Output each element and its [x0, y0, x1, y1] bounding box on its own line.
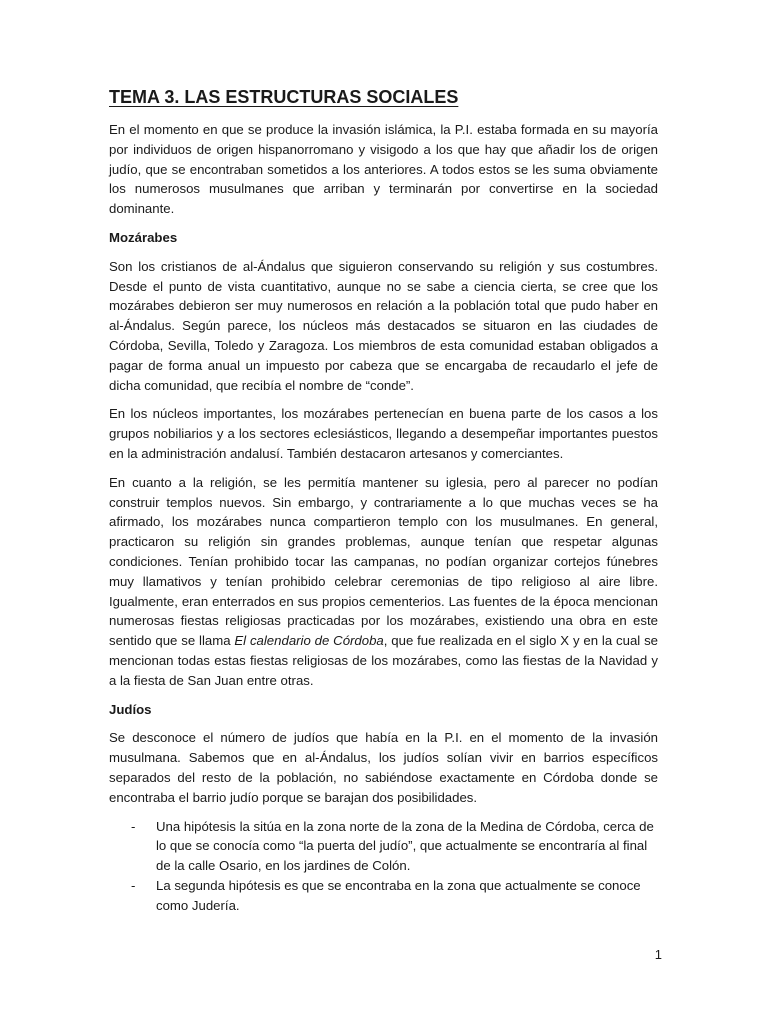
- intro-paragraph: En el momento en que se produce la invasión islámica, la P.I. estaba formada en su mayoría por individuos de origen hispanorromano y visigodo a los que hay que añadir los de origen judío, que se encontraban sometidos a los anteriores. A todos estos se les suma obviamente los numerosos musulmanes que arriban y terminarán por convertirse en la sociedad dominante.: [109, 122, 658, 217]
- list-item: [109, 876, 658, 916]
- list-bullet: -: [131, 877, 136, 893]
- section-heading-judios: Judíos: [109, 701, 152, 717]
- document-page: [109, 86, 658, 915]
- section-heading-mozarabes: Mozárabes: [109, 229, 178, 245]
- mozarabes-paragraph-3-text-end: , que fue realizada en el siglo X y en la cual se mencionan todas estas fiestas religiosas de los mozárabes, como las fiestas de la Navidad y a la fiesta de San Juan entre otras.: [109, 633, 658, 688]
- list-item-text: Una hipótesis la sitúa en la zona norte de la zona de la Medina de Córdoba, cerca de lo que se conocía como “la puerta del judío”, que actualmente se encontraría al final de la calle Osario, en los jardines de Colón.: [156, 818, 654, 874]
- mozarabes-paragraph-3-text-start: En cuanto a la religión, se les permitía mantener su iglesia, pero al parecer no podían construir templos nuevos. Sin embargo, y contrariamente a lo que muchas veces se ha afirmado, los mozárabes nunca compartieron templo con los musulmanes. En general, practicaron su religión sin grandes problemas, aunque tenían que respetar algunas condiciones. Tenían prohibido tocar las campanas, no podían organizar cortejos fúnebres muy llamativos y tenían prohibido celebrar ceremonias de tipo religioso al aire libre. Igualmente, eran enterrados en sus propios cementerios. Las fuentes de la época mencionan numerosas fiestas religiosas practicadas por los mozárabes, existiendo una obra en este sentido que se llama: [109, 474, 658, 649]
- mozarabes-paragraph-2: En los núcleos importantes, los mozárabes pertenecían en buena parte de los casos a los grupos nobiliarios y a los sectores eclesiásticos, llegando a desempeñar importantes puestos en la administración andalusí. También destacaron artesanos y comerciantes.: [109, 406, 658, 461]
- mozarabes-paragraph-3: [109, 473, 658, 691]
- book-title-calendario: El calendario de Córdoba: [234, 633, 384, 649]
- mozarabes-paragraph-1: Son los cristianos de al-Ándalus que siguieron conservando su religión y sus costumbres. Desde el punto de vista cuantitativo, aunque no se sabe a ciencia cierta, se cree que los mozárabes debieron ser muy numerosos en relación a la población total que pudo haber en al-Ándalus. Según parece, los núcleos más destacados se situaron en las ciudades de Córdoba, Sevilla, Toledo y Zaragoza. Los miembros de esta comunidad estaban obligados a pagar de forma anual un impuesto por cabeza que se encargaba de recaudarlo el jefe de dicha comunidad, que recibía el nombre de “conde”.: [109, 258, 658, 393]
- list-item-text: La segunda hipótesis es que se encontraba en la zona que actualmente se conoce como Judería.: [156, 877, 641, 913]
- list-item: [109, 817, 658, 876]
- hypotheses-list: [109, 817, 658, 916]
- judios-paragraph-1: Se desconoce el número de judíos que había en la P.I. en el momento de la invasión musulmana. Sabemos que en al-Ándalus, los judíos solían vivir en barrios específicos separados del resto de la población, no sabiéndose exactamente en Córdoba donde se encontraba el barrio judío porque se barajan dos posibilidades.: [109, 730, 658, 805]
- document-title: TEMA 3. LAS ESTRUCTURAS SOCIALES: [109, 87, 459, 107]
- page-number: 1: [654, 947, 662, 962]
- list-bullet: -: [131, 818, 136, 834]
